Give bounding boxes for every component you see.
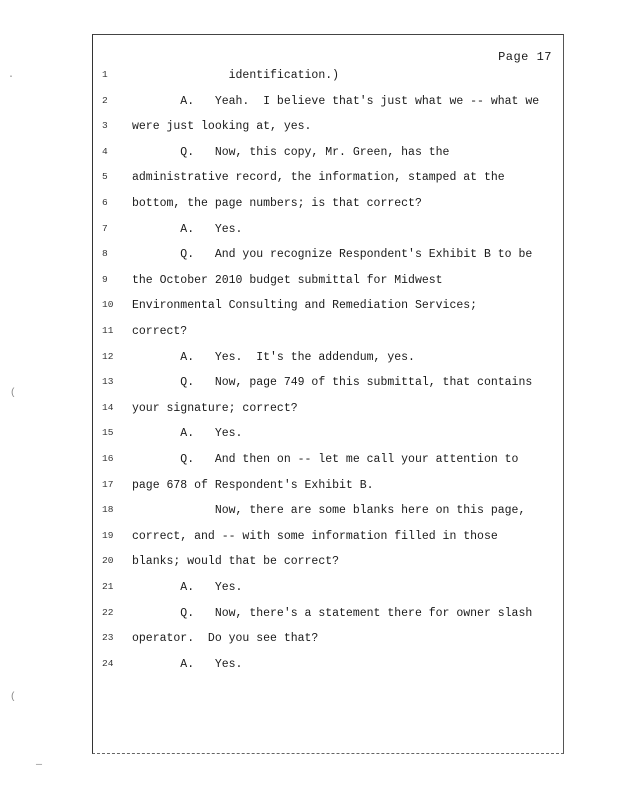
transcript-line (92, 69, 562, 89)
line-number: 5 (102, 171, 108, 183)
line-text: bottom, the page numbers; is that correct? (132, 197, 422, 210)
transcript-line (92, 402, 562, 422)
transcript-line (92, 427, 562, 447)
line-text: blanks; would that be correct? (132, 555, 340, 569)
transcript-line (92, 504, 562, 524)
transcript-line (92, 607, 562, 627)
line-text: operator. Do you see that? (132, 632, 319, 646)
line-text: Q. Now, this copy, Mr. Green, has the (132, 145, 450, 159)
margin-mark: ( (10, 388, 17, 399)
line-number: 4 (102, 145, 108, 157)
line-number: 15 (102, 427, 114, 439)
line-text: Now, there are some blanks here on this page, (132, 504, 526, 518)
transcript-line (92, 171, 562, 191)
transcript-line (92, 453, 562, 473)
line-number: 2 (102, 94, 108, 106)
transcript-line (92, 325, 562, 345)
transcript-line (92, 95, 562, 115)
line-number: 3 (102, 120, 108, 132)
line-text: correct? (132, 325, 188, 338)
line-text: A. Yes. (132, 427, 243, 441)
margin-mark: · (8, 72, 15, 83)
margin-mark: — (36, 760, 43, 771)
line-text: were just looking at, yes. (132, 120, 312, 134)
line-number: 19 (102, 529, 114, 541)
transcript-line (92, 197, 562, 217)
line-number: 6 (102, 197, 108, 208)
line-number: 9 (102, 273, 108, 285)
line-number: 16 (102, 453, 114, 464)
transcript-line (92, 632, 562, 652)
line-number: 13 (102, 376, 114, 388)
transcript-line (92, 146, 562, 166)
transcript-line (92, 223, 562, 243)
transcript-line (92, 479, 562, 499)
transcript-line (92, 274, 562, 294)
line-text: A. Yes. (132, 581, 243, 594)
line-text: A. Yes. (132, 222, 243, 236)
line-number: 8 (102, 248, 108, 260)
line-text: Q. Now, page 749 of this submittal, that contains (132, 376, 533, 390)
transcript-line (92, 248, 562, 268)
transcript-line (92, 120, 562, 140)
transcript-line (92, 299, 562, 319)
line-number: 11 (102, 325, 114, 336)
line-text: page 678 of Respondent's Exhibit B. (132, 478, 374, 492)
line-number: 12 (102, 350, 114, 362)
line-text: A. Yes. It's the addendum, yes. (132, 350, 415, 364)
line-text: identification.) (132, 69, 340, 82)
transcript-line (92, 530, 562, 550)
transcript-line (92, 376, 562, 396)
line-number: 1 (102, 69, 108, 80)
line-text: Q. Now, there's a statement there for owner slash (132, 606, 533, 620)
line-number: 22 (102, 606, 114, 618)
line-text: A. Yeah. I believe that's just what we -- what we (132, 94, 540, 108)
line-number: 21 (102, 581, 114, 592)
margin-mark: ( (10, 692, 17, 703)
line-number: 14 (102, 401, 114, 413)
line-text: Q. And you recognize Respondent's Exhibit B to be (132, 248, 533, 262)
line-number: 20 (102, 555, 114, 567)
line-text: your signature; correct? (132, 401, 298, 415)
line-text: Environmental Consulting and Remediation Services; (132, 299, 478, 313)
line-number: 18 (102, 504, 114, 516)
line-number: 7 (102, 222, 108, 234)
line-text: Q. And then on -- let me call your attention to (132, 453, 519, 466)
line-number: 23 (102, 632, 114, 644)
line-number: 10 (102, 299, 114, 311)
transcript-line (92, 555, 562, 575)
line-text: correct, and -- with some information filled in those (132, 529, 498, 543)
transcript-line (92, 581, 562, 601)
page-number: Page 17 (498, 50, 552, 64)
line-number: 24 (102, 657, 114, 669)
transcript-line (92, 351, 562, 371)
line-text: administrative record, the information, stamped at the (132, 171, 505, 185)
line-number: 17 (102, 478, 114, 490)
transcript-line (92, 658, 562, 678)
line-text: the October 2010 budget submittal for Midwest (132, 273, 443, 287)
line-text: A. Yes. (132, 657, 243, 671)
